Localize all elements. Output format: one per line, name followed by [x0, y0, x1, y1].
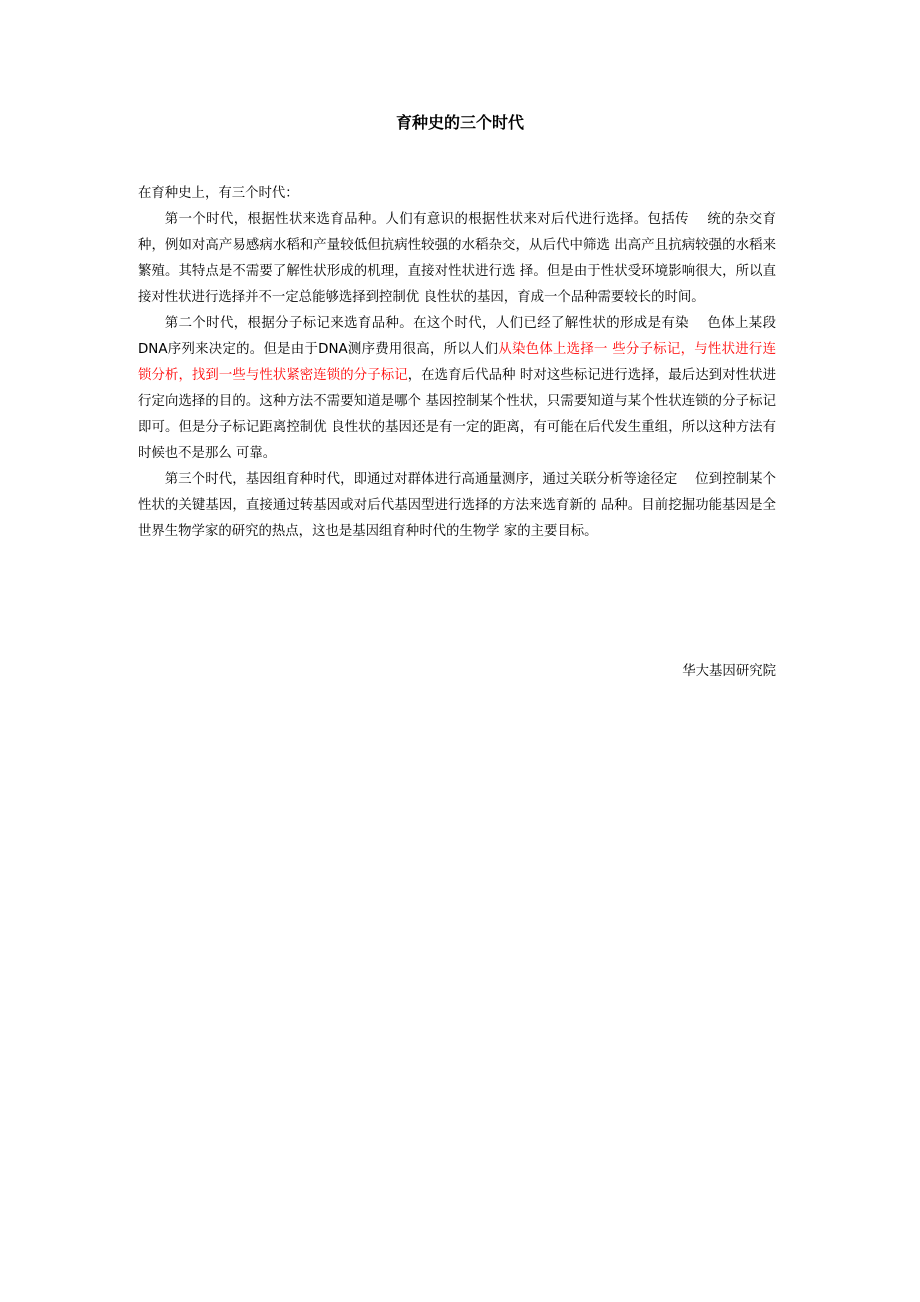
highlighted-text: 从染色体上选择一 些分子标记，与性状进行连锁分析，找到一些与性状紧密连锁的分子标记: [138, 342, 776, 383]
paragraph-first-era: 第一个时代，根据性状来选育品种。人们有意识的根据性状来对后代进行选择。包括传 统的杂交育种，例如对高产易感病水稻和产量较低但抗病性较强的水稻杂交，从后代中筛选 出高产且抗病较强的水稻来繁殖。其特点是不需要了解性状形成的机理，直接对性状进行选 择。但是由于性状受环境影响很大，所以直接对性状进行选择并不一定总能够选择到控制优 良性状的基因，育成一个品种需要较长的时间。: [138, 212, 776, 305]
paragraph-second-era-text-end: ，在选育后代品种 时对这些标记进行选择，最后达到对性状进行定向选择的目的。这种方法不需要知道是哪个 基因控制某个性状，只需要知道与某个性状连锁的分子标记即可。但是分子标记距离控制优 良性状的基因还是有一定的距离，有可能在后代发生重组，所以这种方法有时候也不是那么 可靠。: [138, 368, 777, 461]
signature: 华大基因研究院: [682, 664, 776, 679]
paragraph-second-era-text-start: 第二个时代，根据分子标记来选育品种。在这个时代，人们已经了解性状的形成是有染 色体上某段DNA序列来决定的。但是由于DNA测序费用很高，所以人们: [138, 316, 776, 357]
paragraph-third-era: 第三个时代，基因组育种时代，即通过对群体进行高通量测序，通过关联分析等途径定 位到控制某个性状的关键基因，直接通过转基因或对后代基因型进行选择的方法来选育新的 品种。目前挖掘功能基因是全世界生物学家的研究的热点，这也是基因组育种时代的生物学 家的主要目标。: [138, 472, 776, 539]
paragraph-second-era: [138, 311, 776, 467]
document-body: [138, 181, 776, 545]
document-title: 育种史的三个时代: [395, 113, 524, 132]
intro-line: 在育种史上，有三个时代：: [138, 186, 299, 201]
